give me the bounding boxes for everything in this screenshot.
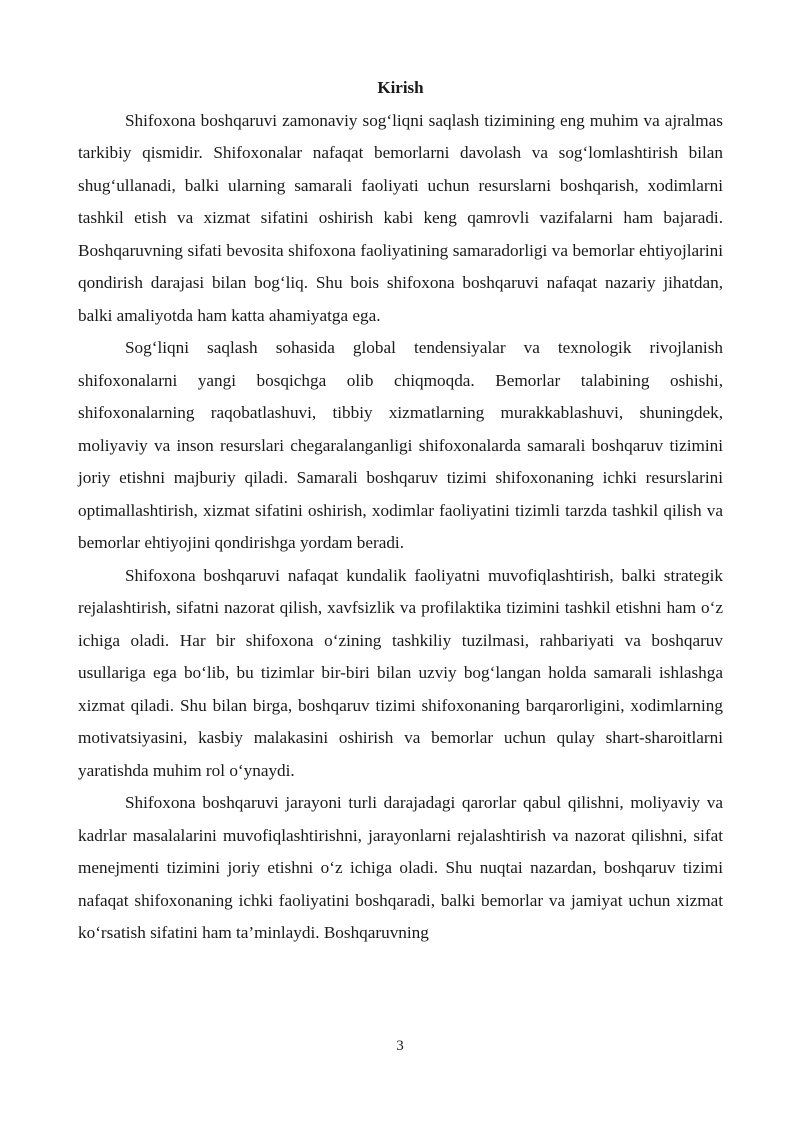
paragraph-4: Shifoxona boshqaruvi jarayoni turli darajadagi qarorlar qabul qilishni, moliyaviy va kadrlar masalalarini muvofiqlashtirishni, jarayonlarni rejalashtirish va nazorat qilishni, sifat menejmenti tizimini joriy etishni o‘z ichiga oladi. Shu nuqtai nazardan, boshqaruv tizimi nafaqat shifoxonaning ichki faoliyatini boshqaradi, balki bemorlar va jamiyat uchun xizmat ko‘rsatish sifatini ham ta’minlaydi. Boshqaruvning xyxy=(78,793,723,942)
page-number: 3 xyxy=(396,1038,404,1054)
section-title: Kirish xyxy=(377,78,424,97)
paragraph-2: Sog‘liqni saqlash sohasida global tendensiyalar va texnologik rivojlanish shifoxonalarni yangi bosqichga olib chiqmoqda. Bemorlar talabining oshishi, shifoxonalarning raqobatlashuvi, tibbiy xizmatlarning murakkablashuvi, shuningdek, moliyaviy va inson resurslari chegaralanganligi shifoxonalarda samarali boshqaruv tizimini joriy etishni majburiy qiladi. Samarali boshqaruv tizimi shifoxonaning ichki resurslarini optimallashtirish, xizmat sifatini oshirish, xodimlar faoliyatini tizimli tarzda tashkil qilish va bemorlar ehtiyojini qondirishga yordam beradi. xyxy=(78,338,723,552)
paragraph-3: Shifoxona boshqaruvi nafaqat kundalik faoliyatni muvofiqlashtirish, balki strategik rejalashtirish, sifatni nazorat qilish, xavfsizlik va profilaktika tizimini tashkil etishni ham o‘z ichiga oladi. Har bir shifoxona o‘zining tashkiliy tuzilmasi, rahbariyati va boshqaruv usullariga ega bo‘lib, bu tizimlar bir-biri bilan uzviy bog‘langan holda samarali ishlashga xizmat qiladi. Shu bilan birga, boshqaruv tizimi shifoxonaning barqarorligini, xodimlarning motivatsiyasini, kasbiy malakasini oshirish va bemorlar uchun qulay shart-sharoitlarni yaratishda muhim rol o‘ynaydi. xyxy=(78,565,723,780)
document-page xyxy=(78,72,723,950)
paragraph-1: Shifoxona boshqaruvi zamonaviy sog‘liqni saqlash tizimining eng muhim va ajralmas tarkibiy qismidir. Shifoxonalar nafaqat bemorlarni davolash va sog‘lomlashtirish bilan shug‘ullanadi, balki ularning samarali faoliyati uchun resurslarni boshqarish, xodimlarni tashkil etish va xizmat sifatini oshirish kabi keng qamrovli vazifalarni ham bajaradi. Boshqaruvning sifati bevosita shifoxona faoliyatining samaradorligi va bemorlar ehtiyojlarini qondirish darajasi bilan bog‘liq. Shu bois shifoxona boshqaruvi nafaqat nazariy jihatdan, balki amaliyotda ham katta ahamiyatga ega. xyxy=(78,110,723,325)
